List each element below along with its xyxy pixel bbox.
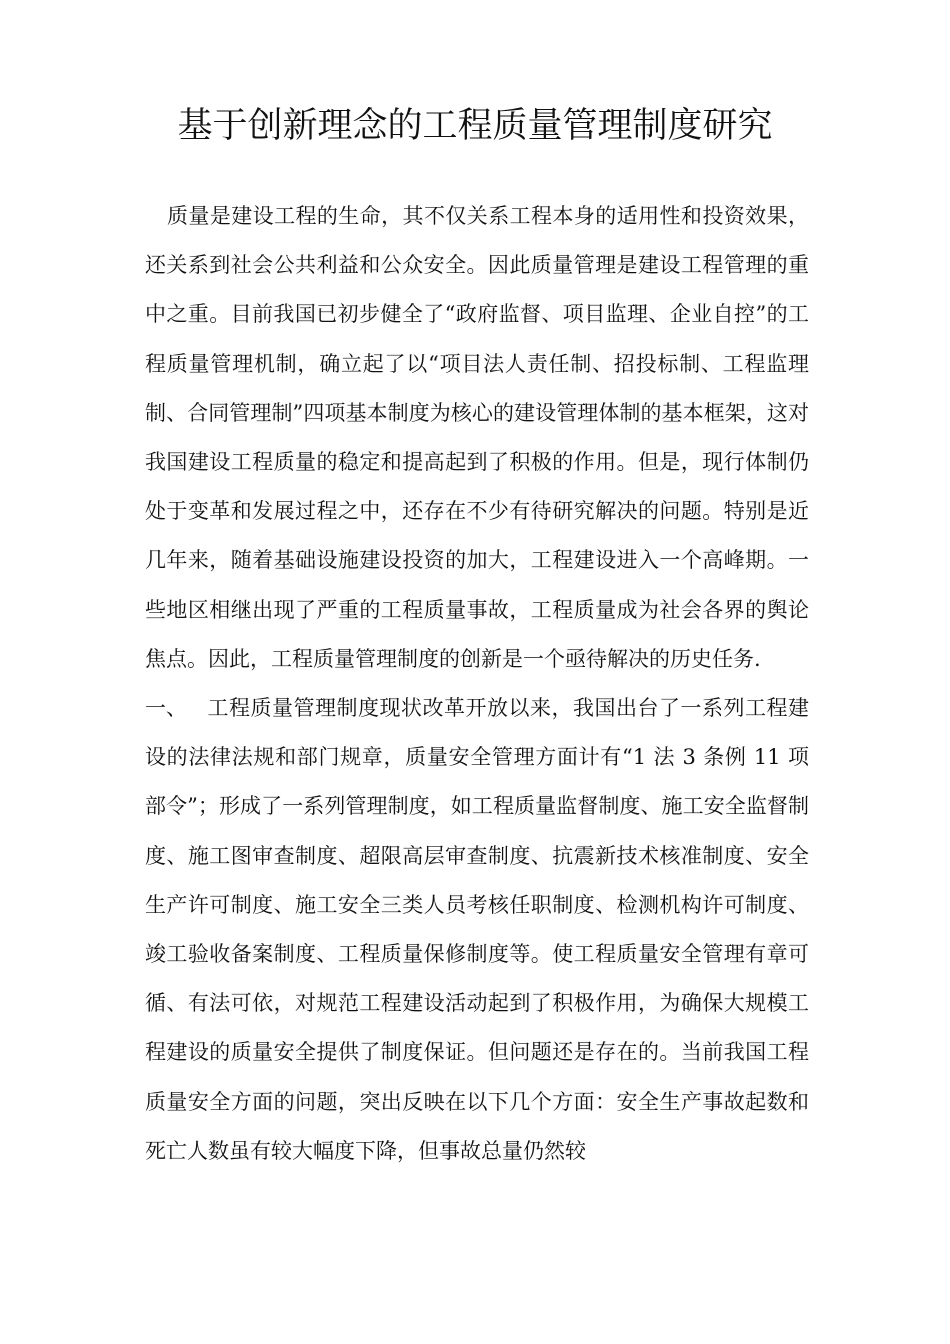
intro-paragraph: 质量是建设工程的生命，其不仅关系工程本身的适用性和投资效果，还关系到社会公共利益和公众安全。因此质量管理是建设工程管理的重中之重。目前我国已初步健全了“政府监督、项目监理、企业自控”的工程质量管理机制，确立起了以“项目法人责任制、招投标制、工程监理制、合同管理制”四项基本制度为核心的建设管理体制的基本框架，这对我国建设工程质量的稳定和提高起到了积极的作用。但是，现行体制仍处于变革和发展过程之中，还存在不少有待研究解决的问题。特别是近几年来，随着基础设施建设投资的加大，工程建设进入一个高峰期。一些地区相继出现了严重的工程质量事故，工程质量成为社会各界的舆论焦点。因此，工程质量管理制度的创新是一个亟待解决的历史任务. <box>145 204 809 671</box>
section-1-text: 工程质量管理制度现状改革开放以来，我国出台了一系列工程建设的法律法规和部门规章，质量安全管理方面计有“1 法 3 条例 11 项部令”；形成了一系列管理制度，如工程质量监督制度、施工安全监督制度、施工图审查制度、超限高层审查制度、抗震新技术核准制度、安全生产许可制度、施工安全三类人员考核任职制度、检测机构许可制度、竣工验收备案制度、工程质量保修制度等。使工程质量安全管理有章可循、有法可依，对规范工程建设活动起到了积极作用，为确保大规模工程建设的质量安全提供了制度保证。但问题还是存在的。当前我国工程质量安全方面的问题，突出反映在以下几个方面：安全生产事故起数和死亡人数虽有较大幅度下降，但事故总量仍然较 <box>145 696 809 1163</box>
section-1-paragraph <box>145 684 809 1176</box>
section-1-marker: 一、 <box>145 696 187 721</box>
document-body <box>145 192 809 1176</box>
document-title: 基于创新理念的工程质量管理制度研究 <box>177 106 773 146</box>
